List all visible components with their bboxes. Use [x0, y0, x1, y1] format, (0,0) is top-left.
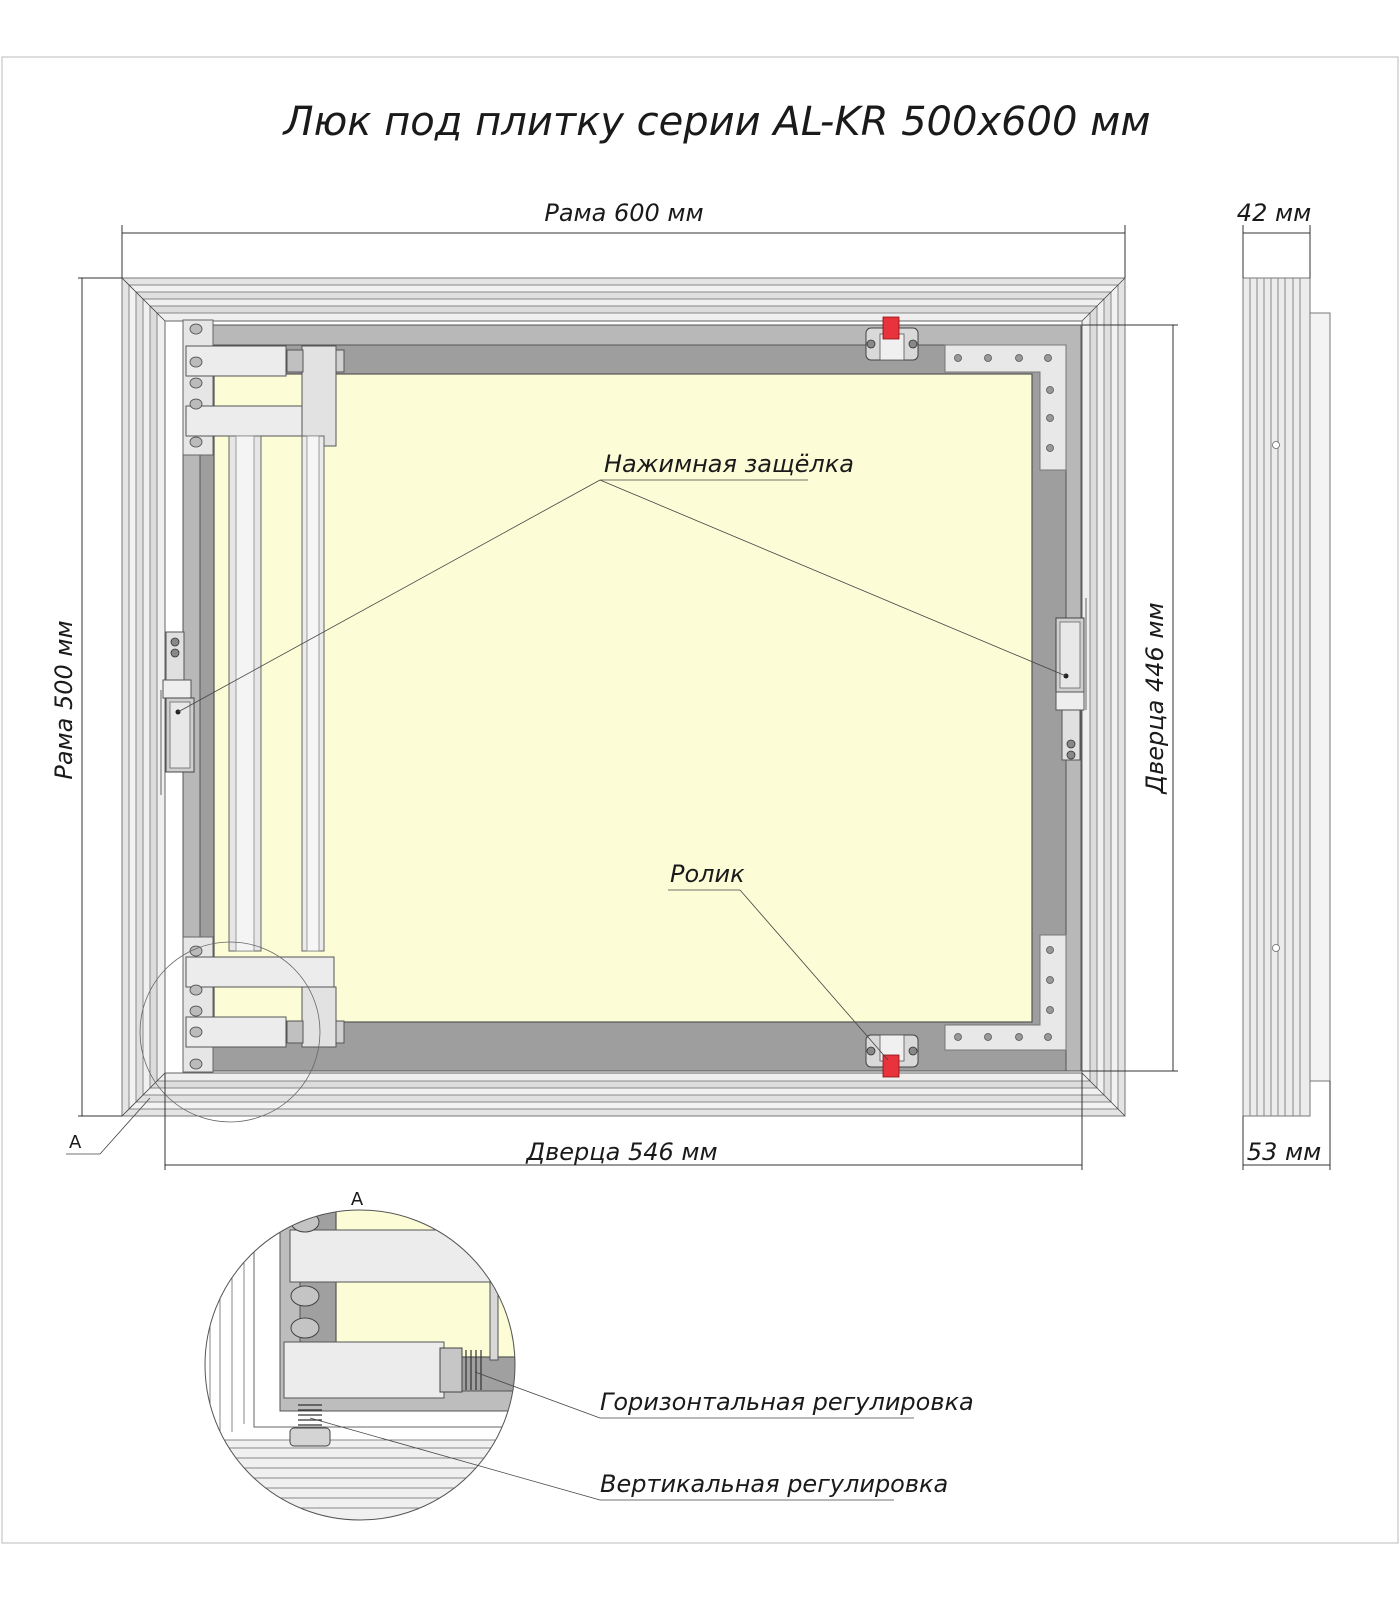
callout-horizontal-adjust-label: Горизонтальная регулировка	[600, 1388, 974, 1416]
drawing-title: Люк под плитку серии AL-KR 500x600 мм	[283, 99, 1151, 145]
dim-door-width-label: Дверца 546 мм	[526, 1138, 718, 1166]
callout-vertical-adjust-label: Вертикальная регулировка	[600, 1470, 949, 1498]
dim-side-top-label: 42 мм	[1236, 199, 1312, 227]
callout-latch-label: Нажимная защёлка	[604, 450, 854, 478]
callout-roller-label: Ролик	[670, 860, 745, 888]
dim-side-bottom-label: 53 мм	[1246, 1138, 1322, 1166]
dim-door-height-label: Дверца 446 мм	[1141, 602, 1169, 794]
front-view	[122, 278, 1125, 1122]
detail-marker-a: A	[69, 1132, 82, 1153]
dim-frame-width-label: Рама 600 мм	[544, 199, 704, 227]
side-view	[1243, 278, 1330, 1116]
detail-title-a: A	[350, 1189, 364, 1210]
dim-frame-height-label: Рама 500 мм	[50, 620, 78, 780]
